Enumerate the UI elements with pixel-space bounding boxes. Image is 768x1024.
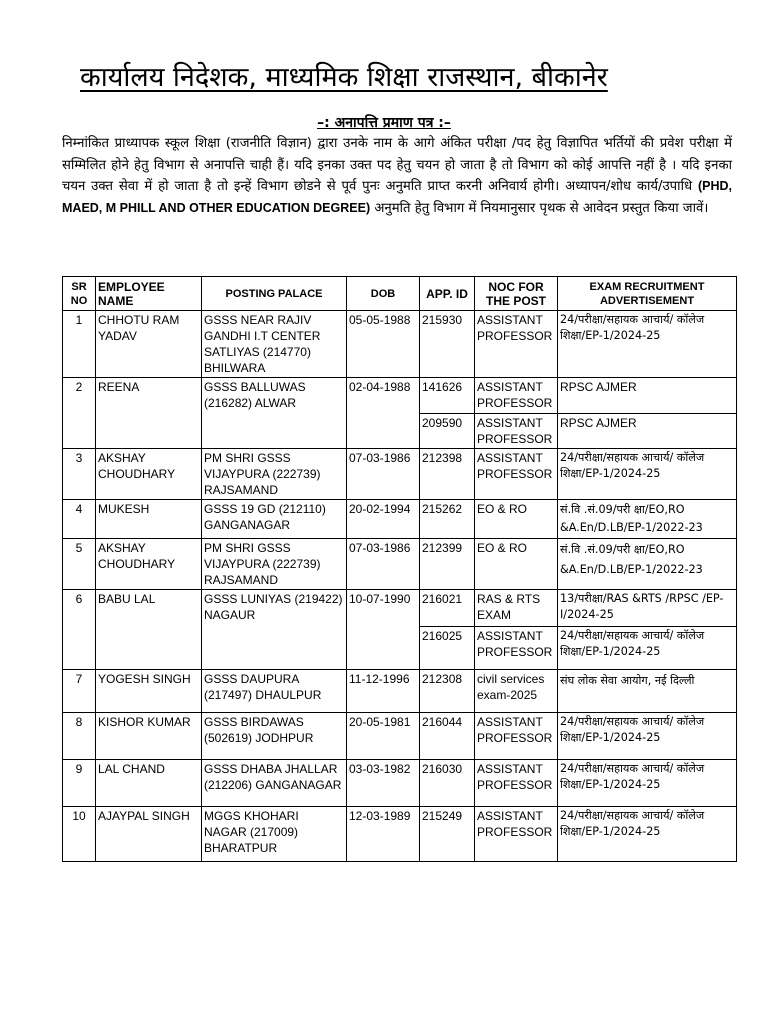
app-id-cell: 141626 <box>420 378 475 414</box>
dob-cell: 02-04-1988 <box>347 378 420 449</box>
posting-cell: GSSS LUNIYAS (219422) NAGAUR <box>202 590 347 670</box>
posting-cell: GSSS 19 GD (212110) GANGANAGAR <box>202 500 347 539</box>
certificate-subtitle: –: अनापत्ति प्रमाण पत्र :– <box>317 115 451 131</box>
column-header-sr-no: SR NO <box>63 277 96 311</box>
employee-name-cell: AKSHAY CHOUDHARY <box>96 539 202 590</box>
sr-no-cell: 3 <box>63 449 96 500</box>
paragraph-degree-note: (PHD, MAED, M PHILL AND OTHER EDUCATION DEGREE) <box>62 179 732 215</box>
table-row <box>63 670 737 713</box>
advertisement-cell: 24/परीक्षा/सहायक आचार्य/ कॉलेज शिक्षा/EP-1/2024-25 <box>558 311 737 378</box>
noc-paragraph <box>62 133 732 219</box>
employee-name-cell: YOGESH SINGH <box>96 670 202 713</box>
posting-cell: PM SHRI GSSS VIJAYPURA (222739) RAJSAMAND <box>202 449 347 500</box>
advertisement-cell: 24/परीक्षा/सहायक आचार्य/ कॉलेज शिक्षा/EP-1/2024-25 <box>558 760 737 807</box>
posting-cell: GSSS NEAR RAJIV GANDHI I.T CENTER SATLIYAS (214770) BHILWARA <box>202 311 347 378</box>
advertisement-cell: RPSC AJMER <box>558 378 737 414</box>
column-header-noc-post: NOC FOR THE POST <box>475 277 558 311</box>
dob-cell: 11-12-1996 <box>347 670 420 713</box>
post-cell: ASSISTANT PROFESSOR <box>475 713 558 760</box>
app-id-cell: 212399 <box>420 539 475 590</box>
employee-name-cell: AKSHAY CHOUDHARY <box>96 449 202 500</box>
post-cell: ASSISTANT PROFESSOR <box>475 807 558 862</box>
column-header-dob: DOB <box>347 277 420 311</box>
advertisement-cell: 24/परीक्षा/सहायक आचार्य/ कॉलेज शिक्षा/EP-1/2024-25 <box>558 807 737 862</box>
post-cell: ASSISTANT PROFESSOR <box>475 449 558 500</box>
advertisement-cell: संघ लोक सेवा आयोग, नई दिल्ली <box>558 670 737 713</box>
app-id-cell: 215249 <box>420 807 475 862</box>
advertisement-cell: 24/परीक्षा/सहायक आचार्य/ कॉलेज शिक्षा/EP-1/2024-25 <box>558 627 737 670</box>
table-row <box>63 500 737 539</box>
advertisement-cell: 13/परीक्षा/RAS &RTS /RPSC /EP-I/2024-25 <box>558 590 737 627</box>
app-id-cell: 216044 <box>420 713 475 760</box>
sr-no-cell: 2 <box>63 378 96 449</box>
post-cell: ASSISTANT PROFESSOR <box>475 627 558 670</box>
app-id-cell: 215930 <box>420 311 475 378</box>
paragraph-text-after: अनुमति हेतु विभाग में नियमानुसार पृथक से आवेदन प्रस्तुत किया जावें। <box>374 200 709 216</box>
dob-cell: 10-07-1990 <box>347 590 420 670</box>
advertisement-cell: 24/परीक्षा/सहायक आचार्य/ कॉलेज शिक्षा/EP-1/2024-25 <box>558 449 737 500</box>
employee-name-cell: REENA <box>96 378 202 449</box>
dob-cell: 07-03-1986 <box>347 449 420 500</box>
app-id-cell: 212308 <box>420 670 475 713</box>
app-id-cell: 216021 <box>420 590 475 627</box>
table-row <box>63 590 737 627</box>
dob-cell: 03-03-1982 <box>347 760 420 807</box>
advertisement-cell: सं.वि .सं.09/परी क्षा/EO,RO &A.En/D.LB/EP-1/2022-23 <box>558 539 737 590</box>
sr-no-cell: 10 <box>63 807 96 862</box>
posting-cell: GSSS DAUPURA (217497) DHAULPUR <box>202 670 347 713</box>
table-row <box>63 311 737 378</box>
employee-name-cell: LAL CHAND <box>96 760 202 807</box>
posting-cell: GSSS DHABA JHALLAR (212206) GANGANAGAR <box>202 760 347 807</box>
post-cell: ASSISTANT PROFESSOR <box>475 414 558 449</box>
posting-cell: GSSS BIRDAWAS (502619) JODHPUR <box>202 713 347 760</box>
column-header-employee-name: EMPLOYEE NAME <box>96 277 202 311</box>
employee-name-cell: BABU LAL <box>96 590 202 670</box>
table-header-row <box>63 277 737 311</box>
post-cell: ASSISTANT PROFESSOR <box>475 378 558 414</box>
employee-name-cell: CHHOTU RAM YADAV <box>96 311 202 378</box>
post-cell: EO & RO <box>475 539 558 590</box>
office-title: कार्यालय निदेशक, माध्यमिक शिक्षा राजस्थान, बीकानेर <box>80 62 608 93</box>
post-cell: EO & RO <box>475 500 558 539</box>
sr-no-cell: 7 <box>63 670 96 713</box>
post-cell: civil services exam-2025 <box>475 670 558 713</box>
dob-cell: 20-02-1994 <box>347 500 420 539</box>
app-id-cell: 216030 <box>420 760 475 807</box>
column-header-app-id: APP. ID <box>420 277 475 311</box>
posting-cell: MGGS KHOHARI NAGAR (217009) BHARATPUR <box>202 807 347 862</box>
noc-table <box>62 276 737 862</box>
column-header-exam-advertisement: EXAM RECRUITMENT ADVERTISEMENT <box>558 277 737 311</box>
posting-cell: GSSS BALLUWAS (216282) ALWAR <box>202 378 347 449</box>
advertisement-cell: 24/परीक्षा/सहायक आचार्य/ कॉलेज शिक्षा/EP-1/2024-25 <box>558 713 737 760</box>
table-row <box>63 539 737 590</box>
sr-no-cell: 9 <box>63 760 96 807</box>
advertisement-cell: सं.वि .सं.09/परी क्षा/EO,RO &A.En/D.LB/EP-1/2022-23 <box>558 500 737 539</box>
advertisement-cell: RPSC AJMER <box>558 414 737 449</box>
app-id-cell: 216025 <box>420 627 475 670</box>
table-row <box>63 378 737 414</box>
column-header-posting-place: POSTING PALACE <box>202 277 347 311</box>
post-cell: ASSISTANT PROFESSOR <box>475 311 558 378</box>
posting-cell: PM SHRI GSSS VIJAYPURA (222739) RAJSAMAND <box>202 539 347 590</box>
dob-cell: 12-03-1989 <box>347 807 420 862</box>
dob-cell: 07-03-1986 <box>347 539 420 590</box>
app-id-cell: 215262 <box>420 500 475 539</box>
post-cell: ASSISTANT PROFESSOR <box>475 760 558 807</box>
table-row <box>63 807 737 862</box>
app-id-cell: 212398 <box>420 449 475 500</box>
sr-no-cell: 6 <box>63 590 96 670</box>
employee-name-cell: KISHOR KUMAR <box>96 713 202 760</box>
sr-no-cell: 5 <box>63 539 96 590</box>
paragraph-text-before: निम्नांकित प्राध्यापक स्कूल शिक्षा (राजनीति विज्ञान) द्वारा उनके नाम के आगे अंकित परीक्षा /पद हेतु विज्ञापित भर्तियों की प्रवेश परीक्षा में सम्मिलित होने हेतु विभाग से अनापत्ति चाही हैं। यदि इनका उक्त पद हेतु चयन हो जाता है तो विभाग को कोई आपत्ति नहीं है । यदि इनका चयन उक्त सेवा में हो जाता है तो इन्हें विभाग छोडने से पूर्व पुनः अनुमति प्राप्त करनी अनिवार्य होगी। अध्यापन/शोध कार्य/उपाधि <box>62 136 732 194</box>
sr-no-cell: 8 <box>63 713 96 760</box>
table-row <box>63 760 737 807</box>
post-cell: RAS & RTS EXAM <box>475 590 558 627</box>
app-id-cell: 209590 <box>420 414 475 449</box>
table-row <box>63 449 737 500</box>
sr-no-cell: 1 <box>63 311 96 378</box>
sr-no-cell: 4 <box>63 500 96 539</box>
table-row <box>63 713 737 760</box>
employee-name-cell: MUKESH <box>96 500 202 539</box>
dob-cell: 05-05-1988 <box>347 311 420 378</box>
employee-name-cell: AJAYPAL SINGH <box>96 807 202 862</box>
dob-cell: 20-05-1981 <box>347 713 420 760</box>
